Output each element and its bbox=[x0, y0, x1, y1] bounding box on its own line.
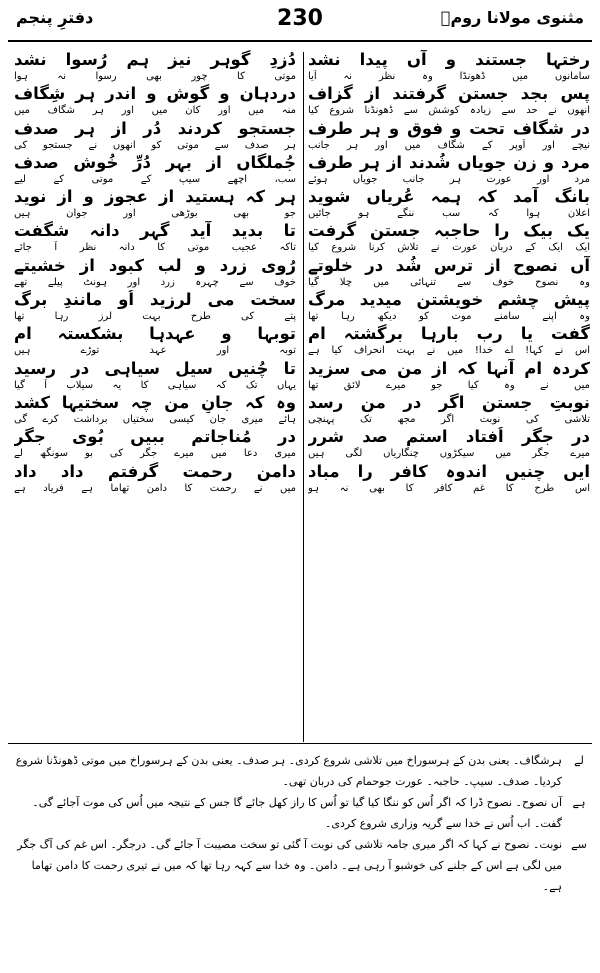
couplet bbox=[308, 50, 590, 84]
footnote bbox=[12, 792, 590, 834]
couplet bbox=[308, 427, 590, 461]
couplet bbox=[14, 221, 296, 255]
couplet bbox=[14, 50, 296, 84]
urdu-gloss: سامانوں میں ڈھونڈا وہ نظر نہ آیا bbox=[308, 71, 590, 82]
couplet bbox=[14, 324, 296, 358]
left-verse-column bbox=[14, 50, 296, 496]
couplet bbox=[308, 119, 590, 153]
column-divider bbox=[303, 52, 304, 742]
persian-verse: پس بجد جستن گرفتند از گزاف bbox=[308, 84, 590, 104]
urdu-gloss: جو بھی بوڑھی اور جوان ہیں bbox=[14, 208, 296, 220]
persian-verse: کردہ ام آنہا کہ از من می سزید bbox=[308, 358, 590, 378]
couplet bbox=[308, 221, 590, 255]
persian-verse: در مُناجاتم ببیں بُوی جگر bbox=[14, 427, 296, 447]
couplet bbox=[308, 393, 590, 427]
persian-verse: دردہان و گوش و اندر ہر شِگاف bbox=[14, 84, 296, 104]
urdu-gloss: مرد اور عورت ہر جانب جویاں ہوئے bbox=[308, 173, 590, 185]
couplet bbox=[308, 462, 590, 496]
persian-verse: پیشِ چشمِ خویشتن میدید مرگ bbox=[308, 290, 590, 310]
persian-verse: دُزدِ گوہر نیز ہم رُسوا نشد bbox=[14, 50, 296, 69]
couplet bbox=[14, 119, 296, 153]
couplet bbox=[308, 256, 590, 290]
couplet bbox=[14, 290, 296, 324]
footnote bbox=[12, 834, 590, 897]
couplet bbox=[308, 84, 590, 118]
volume-title: دفترِ پنجم bbox=[16, 8, 94, 27]
couplet bbox=[14, 462, 296, 496]
footnotes bbox=[12, 750, 590, 897]
persian-verse: رُوی زرد و لب کبود از خشیتے bbox=[14, 255, 296, 275]
persian-verse: جُملگاں از بہرِ دُرِّ خُوش صدف bbox=[14, 152, 296, 172]
urdu-gloss: سب، اچھے سیپ کے موتی کے لیے bbox=[14, 173, 296, 185]
couplet bbox=[308, 324, 590, 358]
footnote-rule bbox=[8, 743, 592, 744]
persian-verse: نوبتِ جستن اگر در من رسد bbox=[308, 392, 590, 412]
persian-verse: ہر کہ ہستید از عجوز و از نوید bbox=[14, 187, 296, 207]
urdu-gloss: یہاں تک کہ سیاہی کا یہ سیلاب آ گیا bbox=[14, 379, 296, 391]
couplet bbox=[14, 187, 296, 221]
couplet bbox=[308, 153, 590, 187]
persian-verse: وہ کہ جانِ من چہ سختیہا کشد bbox=[14, 392, 296, 412]
persian-verse: بانگ آمد کہ ہمہ عُریاں شوید bbox=[308, 187, 590, 207]
persian-verse: دامنِ رحمت گرفتم داد داد bbox=[14, 461, 296, 481]
couplet bbox=[308, 187, 590, 221]
couplet bbox=[14, 393, 296, 427]
page-number: 230 bbox=[277, 6, 323, 31]
urdu-gloss: موتی کا چور بھی رسوا نہ ہوا bbox=[14, 71, 296, 82]
right-verse-column bbox=[308, 50, 590, 496]
persian-verse: تا بدید آید گہر دانہ شگفت bbox=[14, 221, 296, 241]
urdu-gloss: پتے کی طرح بہت لرز رہا تھا bbox=[14, 311, 296, 323]
persian-verse: تا چُنیں سیل سیاہی در رسید bbox=[14, 358, 296, 378]
persian-verse: ایں چنیں اندوہ کافر را مباد bbox=[308, 461, 590, 481]
footnote-number: ہے bbox=[572, 796, 586, 809]
footnote-text: آں نصوح۔ نصوح ڈرا کہ اگر اُس کو ننگا کیا گیا تو اُس کا راز کھل جائے گا جس کے نتیجہ میں اُس کی موت آجائے گی۔ گفت۔ اب اُس نے خدا سے گریہ وزاری شروع کردی۔ bbox=[32, 796, 562, 830]
urdu-gloss: وہ اپنے سامنے موت کو دیکھ رہا تھا bbox=[308, 311, 590, 323]
book-title: مثنوی مولانا رومؒ bbox=[440, 8, 584, 27]
couplet bbox=[14, 84, 296, 118]
urdu-gloss: میں نے رحمت کا دامن تھاما ہے فریاد ہے bbox=[14, 482, 296, 494]
persian-verse: سخت می لرزید اُو مانندِ برگ bbox=[14, 290, 296, 310]
urdu-gloss: تلاشی کی نوبت اگر مجھ تک پہنچی bbox=[308, 413, 590, 425]
couplet bbox=[14, 359, 296, 393]
footnote-text: نوبت۔ نصوح نے کہا کہ اگر میری جامہ تلاشی کی نوبت آ گئی تو سخت مصیبت آ جائے گی۔ درجگر۔ اس غم کی آگ جگر میں لگی ہے اس کے جلنے کی خوشبو آ رہی ہے۔ دامن۔ وہ خدا سے کہہ رہا تھا کہ میں نے تیری رحمت کا دامن تھاما ہے۔ bbox=[17, 838, 562, 893]
header-rule bbox=[8, 40, 592, 42]
urdu-gloss: اعلان ہوا کہ سب ننگے ہو جائیں bbox=[308, 208, 590, 220]
couplet bbox=[308, 290, 590, 324]
urdu-gloss: انھوں نے حد سے زیادہ کوشش سے ڈھونڈنا شروع کیا bbox=[308, 105, 590, 117]
urdu-gloss: خوف سے چہرہ زرد اور ہونٹ پیلے تھے bbox=[14, 276, 296, 288]
couplet bbox=[14, 256, 296, 290]
urdu-gloss: میری دعا میں میرے جگر کی بو سونگھ لے bbox=[14, 448, 296, 460]
persian-verse: در شگاف تحت و فوق و ہر طرف bbox=[308, 118, 590, 138]
footnote-number: لے bbox=[574, 754, 584, 767]
urdu-gloss: منہ میں اور کان میں اور ہر شگاف میں bbox=[14, 105, 296, 117]
urdu-gloss: توبہ اور عہد توڑے ہیں bbox=[14, 345, 296, 357]
persian-verse: یک بیک را حاجبہ جستن گرفت bbox=[308, 221, 590, 241]
urdu-gloss: تاکہ عجیب موتی کا دانہ نظر آ جائے bbox=[14, 242, 296, 254]
persian-verse: مرد و زن جویاں شُدند از ہر طرف bbox=[308, 152, 590, 172]
footnote-number: سے bbox=[571, 838, 587, 851]
urdu-gloss: ایک ایک کے دربان عورت نے تلاش کرنا شروع کیا bbox=[308, 242, 590, 254]
persian-verse: توبہا و عہدہا بشکستہ ام bbox=[14, 324, 296, 344]
urdu-gloss: میں نے وہ کیا جو میرے لائق تھا bbox=[308, 379, 590, 391]
urdu-gloss: اس نے کہا! اے خدا! میں نے بہت انحراف کیا ہے bbox=[308, 345, 590, 357]
persian-verse: در جگر اُفتاد استم صد شرر bbox=[308, 427, 590, 447]
footnote-text: ہرشگاف۔ یعنی بدن کے ہرسوراخ میں تلاشی شروع کردی۔ ہر صدف۔ یعنی بدن کے ہرسوراخ میں موتی ڈھونڈنا شروع کردیا۔ صدف۔ سیپ۔ حاجبہ۔ عورت جوحمام کی دربان تھی۔ bbox=[15, 754, 562, 788]
urdu-gloss: نیچے اور اُوپر کے شگاف میں اور ہر جانب bbox=[308, 139, 590, 151]
urdu-gloss: ہر صدف سے موتی کو انھوں نے جستجو کی bbox=[14, 139, 296, 151]
urdu-gloss: میرے جگر میں سیکڑوں چنگاریاں لگی ہیں bbox=[308, 448, 590, 460]
urdu-gloss: ہائے میری جان کیسی سختیاں برداشت کرے گی bbox=[14, 413, 296, 425]
persian-verse: گفت یا رب بارہا برگشتہ ام bbox=[308, 324, 590, 344]
persian-verse: جستجو کردند دُر از ہر صدف bbox=[14, 118, 296, 138]
couplet bbox=[308, 359, 590, 393]
urdu-gloss: اس طرح کا غم کافر کا بھی نہ ہو bbox=[308, 482, 590, 494]
persian-verse: رختہا جستند و آں پیدا نشد bbox=[308, 50, 590, 69]
urdu-gloss: وہ نصوح خوف سے تنہائی میں چلا گیا bbox=[308, 276, 590, 288]
couplet bbox=[14, 153, 296, 187]
footnote bbox=[12, 750, 590, 792]
couplet bbox=[14, 427, 296, 461]
persian-verse: آں نصوح از ترس شُد در خلوتے bbox=[308, 255, 590, 275]
page-header bbox=[12, 6, 588, 34]
